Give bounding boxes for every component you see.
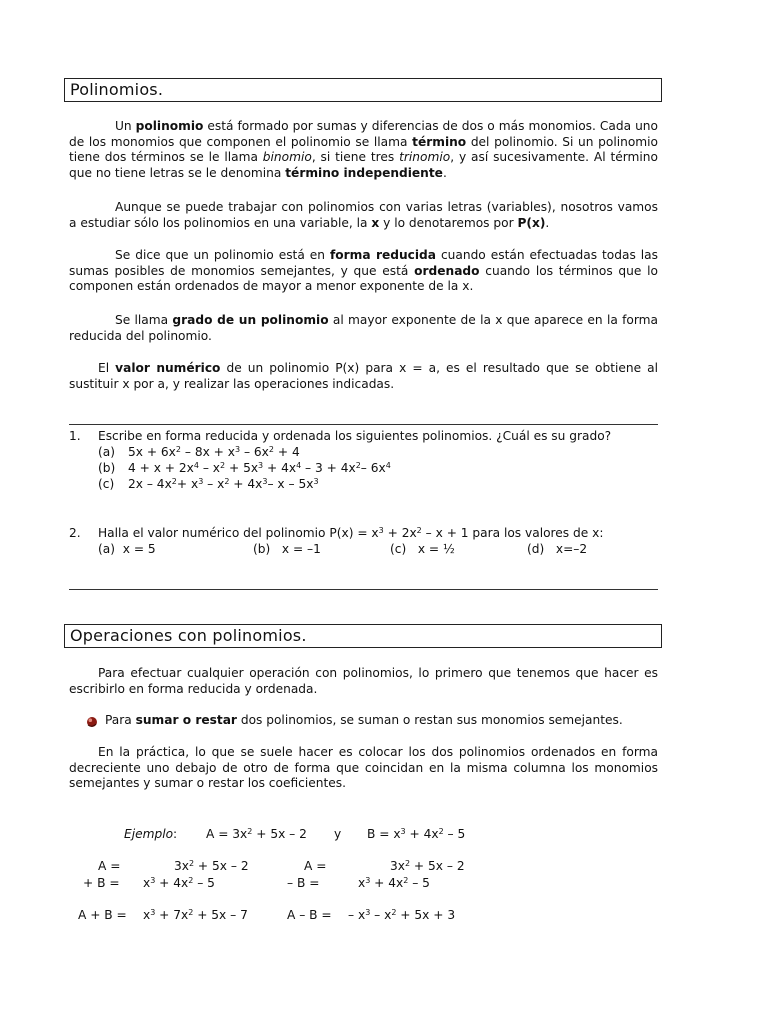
text: , si tiene tres [311, 150, 400, 165]
bold-term: término [412, 134, 467, 149]
bold-term: valor numérico [115, 361, 221, 375]
exercise-number: 1. [69, 429, 81, 443]
exponent: 3 [150, 908, 156, 917]
exponent: 3 [313, 477, 319, 486]
example-A-definition: $A = 3x^2 + 5x - 2$ [206, 827, 307, 841]
example-y: y [334, 827, 342, 841]
example-italic: Ejemplo [124, 827, 174, 841]
exercise-1a [98, 444, 300, 460]
exponent: 3 [378, 526, 384, 535]
diff-row3-lhs: A – B = [287, 908, 332, 922]
paragraph-valor-numerico [69, 361, 658, 392]
exercise-2-statement [69, 525, 603, 541]
text: cuando están efectuadas todas las sumas posibles de monomios semejantes, y que está [69, 248, 658, 278]
text: Se llama [115, 313, 173, 327]
exponent: 2 [224, 477, 230, 486]
text: Se dice que un polinomio está en [115, 248, 330, 262]
polynomial-expression: $2x - 4x^2+ x^3 - x^2 + 4x^3-$ x – $5x^3$ [128, 477, 319, 491]
text: : [173, 827, 178, 841]
value-label: (b) [253, 542, 271, 556]
text: El [98, 361, 116, 375]
exercise-1b [98, 460, 391, 476]
bold-term: polinomio [135, 119, 204, 133]
diff-row1-lhs: A = [304, 859, 327, 873]
value-c [390, 542, 455, 556]
exponent: 2 [175, 445, 181, 454]
item-label: (c) [98, 477, 115, 491]
value-b [253, 542, 321, 556]
exercise-number: 2. [69, 526, 81, 540]
exponent: 2 [416, 526, 422, 535]
bold-term: P(x) [517, 215, 546, 230]
exercise-1-statement [69, 428, 611, 444]
example-label [124, 827, 177, 841]
exponent: 2 [391, 908, 397, 917]
text: y lo denotaremos por [379, 215, 518, 230]
text: . [442, 165, 447, 180]
exponent: 3 [262, 477, 268, 486]
text: Aunque se puede trabajar con polinomios con varias letras (variables), nosotros vamos a estudiar sólo los polinomios en una variable, la [69, 200, 658, 230]
diff-row1-rhs: $3x^2 + 5x - 2$ [390, 859, 465, 873]
bold-term: ordenado [414, 263, 480, 278]
exponent: 3 [365, 876, 371, 885]
item-label: (a) [98, 445, 115, 459]
sum-row2-lhs: + B = [83, 876, 120, 890]
bullet-sumar-restar [105, 713, 665, 729]
sum-row3-lhs: A + B = [78, 908, 127, 922]
paragraph-grado [69, 313, 658, 344]
value-label: (c) [390, 542, 407, 556]
diff-row2-rhs: $x^3 + 4x^2 - 5$ [358, 876, 430, 890]
text: Para [105, 713, 136, 727]
text: , y así sucesivamente. Al término que no tiene letras se le denomina [69, 150, 658, 180]
bold-term: forma reducida [329, 248, 436, 262]
text: . [545, 215, 550, 230]
text: de un polinomio P(x) para x = a, es el resultado que se obtiene al sustituir x por a, y realizar las operaciones indicadas. [69, 361, 658, 391]
exercise-1c [98, 476, 319, 492]
exponent: 2 [355, 461, 361, 470]
paragraph-definition [69, 119, 658, 181]
polynomial-expression: $5x + 6x^2 - 8x + x^3 - 6x^2 + 4$ [128, 445, 300, 459]
text: Para efectuar cualquier operación con polinomios, lo primero que tenemos que hacer es escribirlo en forma reducida y ordenada. [69, 666, 658, 696]
italic-term: binomio [262, 150, 312, 165]
text: dos polinomios, se suman o restan sus monomios semejantes. [236, 713, 623, 727]
divider [69, 589, 658, 590]
value-a [98, 542, 156, 556]
value-d [527, 542, 587, 556]
bold-term: término independiente [285, 165, 443, 180]
paragraph-forma-reducida [69, 248, 658, 295]
exponent: 2 [220, 461, 226, 470]
exponent: 3 [258, 461, 264, 470]
text: En la práctica, lo que se suele hacer es colocar los dos polinomios ordenados en forma decreciente uno debajo de otro de forma que coincidan en la misma columna los monomios semejantes y sumar o restar los coeficientes. [69, 745, 658, 791]
sum-row1-lhs: A = [98, 859, 121, 873]
exponent: 3 [150, 876, 156, 885]
bold-term: x [371, 215, 380, 230]
diff-row2-lhs: – B = [287, 876, 320, 890]
item-label: (b) [98, 461, 116, 475]
italic-term: trinomio [399, 150, 451, 165]
text: cuando los términos que lo componen están ordenados de mayor a menor exponente de la x. [69, 263, 658, 294]
value-label: (d) [527, 542, 545, 556]
exponent: 3 [400, 827, 406, 836]
text: está formado por sumas y diferencias de dos o más monomios. Cada uno de los monomios que componen el polinomio se llama [69, 119, 658, 149]
divider [69, 424, 658, 425]
exponent: 2 [438, 827, 444, 836]
text: Un [115, 119, 136, 133]
sum-row1-rhs: $3x^2 + 5x - 2$ [174, 859, 249, 873]
exponent: 2 [404, 859, 411, 868]
exponent: 4 [193, 461, 199, 470]
value-text: x=–2 [555, 542, 588, 556]
exponent: 4 [296, 461, 302, 470]
exercise-text: Escribe en forma reducida y ordenada los siguientes polinomios. ¿Cuál es su grado? [98, 429, 612, 443]
polynomial-expression: $4 + x + 2x^4 - x^2 + 5x^3 + 4x^4 - 3 + 4x^2-$ $6x^4$ [128, 461, 391, 475]
paragraph-practica [69, 745, 658, 792]
bold-term: grado de un polinomio [172, 313, 329, 327]
text: del polinomio. Si un polinomio tiene dos términos se le llama [69, 134, 658, 165]
exponent: 2 [247, 827, 253, 836]
paragraph-operaciones-intro [69, 666, 658, 697]
section-title-polinomios: Polinomios. [64, 78, 662, 102]
value-text: x = 5 [122, 542, 156, 556]
exponent: 2 [268, 445, 274, 454]
section-title-operaciones: Operaciones con polinomios. [64, 624, 662, 648]
paragraph-variables [69, 200, 658, 231]
sum-row2-rhs: $x^3 + 4x^2 - 5$ [143, 876, 215, 890]
value-text: x = –1 [281, 542, 321, 556]
exponent: 3 [365, 908, 371, 917]
exercise-text: Halla el valor numérico del polinomio $P(x) = x^3 + 2x^2 - x + 1$ para los valores de x: [98, 526, 604, 540]
exponent: 2 [188, 908, 194, 917]
exponent: 2 [188, 876, 194, 885]
exponent: 2 [403, 876, 409, 885]
value-label: (a) [98, 542, 115, 556]
exponent: 4 [385, 461, 391, 470]
bold-term: sumar o restar [135, 713, 237, 727]
red-ball-bullet-icon [86, 716, 98, 728]
value-text: x = ½ [417, 542, 455, 556]
exponent: 2 [171, 477, 177, 486]
example-B-definition: $B = x^3 + 4x^2 - 5$ [367, 827, 466, 841]
text: al mayor exponente de la x que aparece en la forma reducida del polinomio. [69, 313, 658, 343]
exponent: 2 [188, 859, 195, 868]
sum-row3-rhs: $x^3 + 7x^2 + 5x - 7$ [143, 908, 248, 922]
exponent: 3 [198, 477, 204, 486]
exponent: 3 [234, 445, 241, 454]
diff-row3-rhs: – $x^3 - x^2 + 5x + 3$ [348, 908, 456, 922]
